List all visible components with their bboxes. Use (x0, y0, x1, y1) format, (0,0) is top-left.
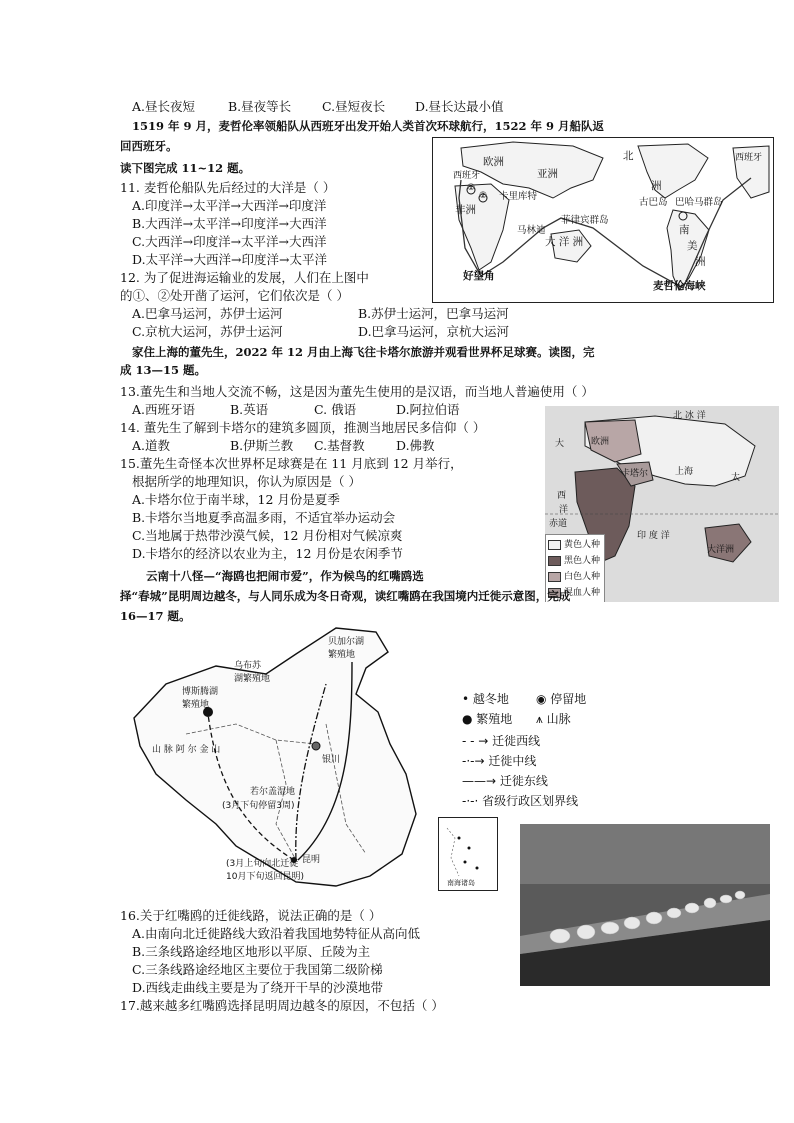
label-cuba: 古巴岛 (639, 197, 668, 208)
q11-option-c: C.大西洋→印度洋→太平洋→大西洋 (132, 234, 327, 249)
label-bosteng: 博斯腾湖 繁殖地 (182, 687, 219, 710)
legend-mixed: 混血人种 (548, 585, 600, 598)
read-map-instruction: 读下图完成 11~12 题。 (120, 161, 251, 175)
label-indian-ocean: 印 度 洋 (637, 531, 670, 541)
label-africa: 非洲 (455, 204, 476, 216)
south-china-sea-inset (438, 817, 498, 891)
label-tai: 太 (731, 473, 741, 483)
q12-option-c: C.京杭大运河，苏伊士运河 (132, 324, 283, 339)
label-kalikut: 卡里库特 (499, 191, 538, 202)
q13-stem: 13.董先生和当地人交流不畅，这是因为董先生使用的是汉语，而当地人普遍使用（ ） (120, 384, 594, 399)
magellan-intro-line2: 回西班牙。 (120, 139, 178, 153)
label-magellan-strait: 麦哲伦海峡 (653, 280, 706, 292)
q13-option-a: A.西班牙语 (132, 402, 196, 417)
q13-option-c: C. 俄语 (314, 402, 357, 417)
legend-stopover: ◉ 停留地 (536, 692, 587, 706)
legend-mountain: ⩚ 山脉 (536, 712, 571, 726)
label-north: 北 (623, 150, 634, 162)
china-map-graphic (126, 624, 438, 894)
q11-option-a: A.印度洋→太平洋→大西洋→印度洋 (132, 198, 327, 213)
q12-stem-line1: 12. 为了促进海运输业的发展，人们在上图中 (120, 270, 369, 285)
q16-option-b: B.三条线路途经地区地形以平原、丘陵为主 (132, 944, 371, 959)
q16-stem: 16.关于红嘴鸥的迁徙线路，说法正确的是（ ） (120, 908, 382, 923)
q10-option-d: D.昼长达最小值 (415, 99, 504, 114)
legend-middle-line: -·-→ 迁徙中线 (462, 754, 537, 768)
label-da: 大 (555, 439, 565, 449)
legend-yellow: 黄色人种 (548, 537, 600, 550)
q12-option-b: B.苏伊士运河，巴拿马运河 (358, 306, 509, 321)
q15-option-a: A.卡塔尔位于南半球，12 月份是夏季 (132, 492, 340, 507)
label-zhou2: 洲 (695, 256, 706, 268)
label-arctic: 北 冰 洋 (673, 411, 706, 421)
q10-option-a: A.昼长夜短 (132, 99, 196, 114)
q10-option-c: C.昼短夜长 (322, 99, 386, 114)
label-bahamas: 巴哈马群岛 (675, 197, 723, 208)
q13-option-b: B.英语 (230, 402, 269, 417)
label-note2: (3月上旬向北迁徙 10月下旬返回昆明) (226, 859, 304, 882)
q11-stem: 11. 麦哲伦船队先后经过的大洋是（ ） (120, 180, 336, 195)
gull-migration-map (126, 624, 438, 894)
legend-black: 黑色人种 (548, 553, 600, 566)
gull-photo (520, 824, 770, 986)
label-kunming: 昆明 (302, 855, 321, 865)
label-asia: 亚洲 (537, 168, 558, 180)
legend-white: 白色人种 (548, 569, 600, 582)
label-oceania: 大 洋 洲 (545, 236, 584, 248)
q11-option-d: D.太平洋→大西洋→印度洋→太平洋 (132, 252, 327, 267)
magellan-intro-line1: 1519 年 9 月，麦哲伦率领船队从西班牙出发开始人类首次环球航行，1522 年 9 月船队返 (132, 119, 605, 133)
label-wubusu: 乌布苏 湖繁殖地 (234, 661, 271, 684)
marker-1: ① (467, 183, 476, 193)
label-spain-west: 西班牙 (453, 171, 481, 181)
label-nanhai: 南海诸岛 (447, 879, 475, 887)
legend-west-line: - - → 迁徙西线 (462, 734, 541, 748)
q14-option-b: B.伊斯兰教 (230, 438, 294, 453)
legend-breeding: ● 繁殖地 (462, 712, 513, 726)
label-mountains: 山 脉 阿 尔 金 山 (152, 745, 221, 755)
label-race-oceania: 大洋洲 (707, 545, 735, 555)
q15-option-c: C.当地属于热带沙漠气候，12 月份相对气候凉爽 (132, 528, 403, 543)
q16-option-a: A.由南向北迁徙路线大致沿着我国地势特征从高向低 (132, 926, 421, 941)
q12-option-a: A.巴拿马运河，苏伊士运河 (132, 306, 283, 321)
label-race-europe: 欧洲 (591, 437, 610, 447)
label-qatar: 卡塔尔 (621, 469, 649, 479)
label-spain-east: 西班牙 (735, 153, 763, 163)
legend-boundary: -·-· 省级行政区划界线 (462, 794, 579, 808)
q12-option-d: D.巴拿马运河，京杭大运河 (358, 324, 510, 339)
label-europe: 欧洲 (483, 156, 504, 168)
race-distribution-map (545, 406, 779, 602)
label-malindi: 马林迪 (517, 225, 546, 236)
legend-wintering: • 越冬地 (462, 692, 509, 706)
q11-option-b: B.大西洋→太平洋→印度洋→大西洋 (132, 216, 327, 231)
label-ruoergai: 若尔盖湿地 (250, 787, 296, 797)
label-xi: 西 (557, 491, 567, 501)
label-america: 美 (687, 240, 698, 252)
label-yang: 洋 (559, 505, 569, 515)
q10-option-b: B.昼夜等长 (228, 99, 292, 114)
label-philippines: 菲律宾群岛 (561, 215, 609, 226)
q15-stem-line2: 根据所学的地理知识，你认为原因是（ ） (132, 474, 361, 489)
marker-2: ② (479, 191, 488, 201)
q14-option-a: A.道教 (132, 438, 171, 453)
dong-intro-line2: 成 13—15 题。 (120, 363, 207, 377)
q17-stem: 17.越来越多红嘴鸥选择昆明周边越冬的原因，不包括（ ） (120, 998, 444, 1013)
gull-intro-line1: 云南十八怪—“海鸥也把闹市爱”，作为候鸟的红嘴鸥选 (146, 569, 424, 583)
dong-intro-line1: 家住上海的董先生，2022 年 12 月由上海飞往卡塔尔旅游并观看世界杯足球赛。读图，完 (132, 345, 595, 359)
gull-intro-line3: 16—17 题。 (120, 609, 191, 623)
q16-option-d: D.西线走曲线主要是为了绕开干旱的沙漠地带 (132, 980, 384, 995)
label-note1: (3月下旬停留3周) (222, 801, 295, 811)
label-zhou: 洲 (651, 180, 662, 192)
q15-option-b: B.卡塔尔当地夏季高温多雨，不适宜举办运动会 (132, 510, 396, 525)
legend-east-line: ——→ 迁徙东线 (462, 774, 548, 788)
label-cape-good-hope: 好望角 (463, 270, 495, 282)
q14-stem: 14. 董先生了解到卡塔尔的建筑多圆顶，推测当地居民多信仰（ ） (120, 420, 486, 435)
q16-option-c: C.三条线路途经地区主要位于我国第二级阶梯 (132, 962, 383, 977)
q15-stem-line1: 15.董先生奇怪本次世界杯足球赛是在 11 月底到 12 月举行， (120, 456, 463, 471)
gull-intro-line2: 择“春城”昆明周边越冬，与人同乐成为冬日奇观，读红嘴鸥在我国境内迁徙示意图，完成 (120, 589, 571, 603)
magellan-route-map (432, 137, 774, 303)
label-equator: 赤道 (549, 519, 568, 529)
q12-stem-line2: 的①、②处开凿了运河，它们依次是（ ） (120, 288, 349, 303)
q13-option-d: D.阿拉伯语 (396, 402, 460, 417)
q15-option-d: D.卡塔尔的经济以农业为主，12 月份是农闲季节 (132, 546, 403, 561)
label-baikal: 贝加尔湖 繁殖地 (328, 637, 365, 660)
label-south: 南 (679, 224, 690, 236)
q14-option-c: C.基督教 (314, 438, 365, 453)
gull-photo-graphic (520, 824, 770, 986)
label-yinchuan: 银川 (322, 755, 341, 765)
label-shanghai: 上海 (675, 467, 694, 477)
q14-option-d: D.佛教 (396, 438, 435, 453)
